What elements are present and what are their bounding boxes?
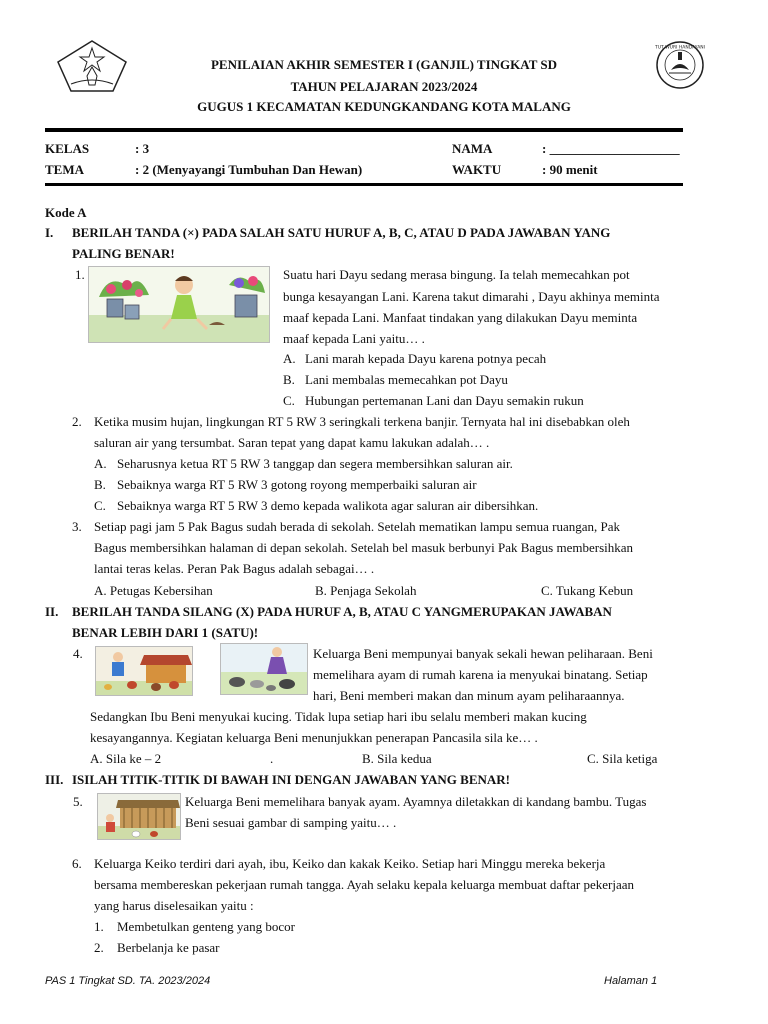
- q2-option-a-letter[interactable]: A.: [94, 456, 107, 471]
- q4-illustration-cats: [220, 643, 308, 695]
- q1-option-a-letter[interactable]: A.: [283, 351, 296, 366]
- header-title-line2: TAHUN PELAJARAN 2023/2024: [290, 79, 478, 94]
- q1-illustration: [88, 266, 270, 343]
- q1-option-b-letter[interactable]: B.: [283, 372, 295, 387]
- header-rule-top: [45, 128, 683, 132]
- section2-instruction-cont: BENAR LEBIH DARI 1 (SATU)!: [72, 625, 259, 640]
- q5-stem-line1: Keluarga Beni memelihara banyak ayam. Ayamnya diletakkan di kandang bambu. Tugas: [185, 794, 647, 809]
- q6-item-1: Membetulkan genteng yang bocor: [117, 919, 295, 934]
- q4-stray-dot: .: [270, 751, 274, 766]
- q2-option-c[interactable]: Sebaiknya warga RT 5 RW 3 demo kepada walikota agar saluran air dibersihkan.: [117, 498, 539, 513]
- q3-option-c[interactable]: C. Tukang Kebun: [541, 583, 634, 598]
- q2-number: 2.: [72, 414, 82, 429]
- section1-number: I.: [45, 225, 54, 240]
- q1-option-c-letter[interactable]: C.: [283, 393, 295, 408]
- header-title-line1: PENILAIAN AKHIR SEMESTER I (GANJIL) TINGKAT SD: [210, 57, 558, 72]
- section1-instruction-cont: PALING BENAR!: [72, 246, 175, 261]
- q4-stem-right-line3: hari, Beni memberi makan dan minum ayam peliharaannya.: [313, 688, 625, 703]
- q5-illustration-coop: [97, 793, 181, 840]
- q2-stem-line1: Ketika musim hujan, lingkungan RT 5 RW 3 seringkali terkena banjir. Ternyata hal ini disebabkan oleh: [94, 414, 630, 429]
- q4-illustration-chickens: [95, 646, 193, 696]
- q2-option-a[interactable]: Seharusnya ketua RT 5 RW 3 tanggap dan segera membersihkan saluran air.: [117, 456, 513, 471]
- q1-stem-line3: maaf kepada Lani. Manfaat tindakan yang dilakukan Dayu meminta: [283, 310, 638, 325]
- q3-option-b[interactable]: B. Penjaga Sekolah: [315, 583, 417, 598]
- section3-instruction: ISILAH TITIK-TITIK DI BAWAH INI DENGAN JAWABAN YANG BENAR!: [72, 772, 511, 787]
- q6-stem-line3: yang harus diselesaikan yaitu :: [94, 898, 254, 913]
- q4-option-c[interactable]: C. Sila ketiga: [587, 751, 658, 766]
- q6-number: 6.: [72, 856, 82, 871]
- section1-instruction: BERILAH TANDA (×) PADA SALAH SATU HURUF A, B, C, ATAU D PADA JAWABAN YANG: [72, 225, 611, 240]
- q1-stem-line2: bunga kesayangan Lani. Karena takut dimarahi , Dayu akhinya meminta: [283, 289, 660, 304]
- q4-stem-line5: kesayangannya. Kegiatan keluarga Beni menunjukkan penerapan Pancasila sila ke… .: [90, 730, 538, 745]
- q1-option-b[interactable]: Lani membalas memecahkan pot Dayu: [305, 372, 508, 387]
- q1-stem-line1: Suatu hari Dayu sedang merasa bingung. Ia telah memecahkan pot: [283, 267, 630, 282]
- nama-label: NAMA: [452, 141, 493, 156]
- q2-option-b[interactable]: Sebaiknya warga RT 5 RW 3 gotong royong memperbaiki saluran air: [117, 477, 477, 492]
- logo-motto: TUT WURI HANDAYANI: [655, 45, 705, 51]
- header-rule-bottom: [45, 183, 683, 186]
- q1-option-c[interactable]: Hubungan pertemanan Lani dan Dayu semakin rukun: [305, 393, 584, 408]
- q4-option-b[interactable]: B. Sila kedua: [362, 751, 432, 766]
- q2-option-b-letter[interactable]: B.: [94, 477, 106, 492]
- q3-stem-line3: lantai teras kelas. Peran Pak Bagus adalah sebagai… .: [94, 561, 375, 576]
- q6-stem-line1: Keluarga Keiko terdiri dari ayah, ibu, Keiko dan kakak Keiko. Setiap hari Minggu mereka bekerja: [94, 856, 606, 871]
- q6-item-1-number: 1.: [94, 919, 104, 934]
- q3-option-a[interactable]: A. Petugas Kebersihan: [94, 583, 213, 598]
- q1-option-a[interactable]: Lani marah kepada Dayu karena potnya pecah: [305, 351, 547, 366]
- q1-number: 1.: [75, 267, 85, 282]
- section2-instruction: BERILAH TANDA SILANG (X) PADA HURUF A, B, ATAU C YANGMERUPAKAN JAWABAN: [72, 604, 612, 619]
- footer-left: PAS 1 Tingkat SD. TA. 2023/2024: [45, 975, 211, 987]
- q3-number: 3.: [72, 519, 82, 534]
- q6-item-2: Berbelanja ke pasar: [117, 940, 220, 955]
- q5-number: 5.: [73, 794, 83, 809]
- q5-stem-line2: Beni sesuai gambar di samping yaitu… .: [185, 815, 397, 830]
- q1-stem-line4: maaf kepada Lani yaitu… .: [283, 331, 425, 346]
- q6-item-2-number: 2.: [94, 940, 104, 955]
- waktu-label: WAKTU: [452, 162, 502, 177]
- q4-number: 4.: [73, 646, 83, 661]
- q4-option-a[interactable]: A. Sila ke – 2: [90, 751, 162, 766]
- q4-stem-right-line1: Keluarga Beni mempunyai banyak sekali hewan peliharaan. Beni: [313, 646, 653, 661]
- section2-number: II.: [45, 604, 59, 619]
- q2-option-c-letter[interactable]: C.: [94, 498, 106, 513]
- tema-label: TEMA: [45, 162, 84, 177]
- header-title-line3: GUGUS 1 KECAMATAN KEDUNGKANDANG KOTA MALANG: [197, 99, 571, 114]
- q4-stem-right-line2: memelihara ayam di rumah karena ia menyukai binatang. Setiap: [313, 667, 648, 682]
- q4-stem-line4: Sedangkan Ibu Beni menyukai kucing. Tidak lupa setiap hari ibu selalu memberi makan kucing: [90, 709, 587, 724]
- kode-label: Kode A: [45, 205, 87, 220]
- footer-page-number: Halaman 1: [604, 975, 658, 987]
- section3-number: III.: [45, 772, 64, 787]
- q6-stem-line2: bersama membereskan pekerjaan rumah tangga. Ayah selaku kepala keluarga membuat daftar pekerjaan: [94, 877, 634, 892]
- q3-stem-line2: Bagus membersihkan halaman di depan sekolah. Setelah bel masuk berbunyi Pak Bagus membersihkan: [94, 540, 634, 555]
- kelas-value: : 3: [135, 141, 150, 156]
- tema-value: : 2 (Menyayangi Tumbuhan Dan Hewan): [135, 162, 363, 177]
- waktu-value: : 90 menit: [542, 162, 598, 177]
- q2-stem-line2: saluran air yang tersumbat. Saran tepat yang dapat kamu lakukan adalah… .: [94, 435, 490, 450]
- nama-value: : ____________________: [542, 141, 680, 156]
- q3-stem-line1: Setiap pagi jam 5 Pak Bagus sudah berada di sekolah. Setelah mematikan lampu semua ruangan, Pak: [94, 519, 621, 534]
- kelas-label: KELAS: [45, 141, 90, 156]
